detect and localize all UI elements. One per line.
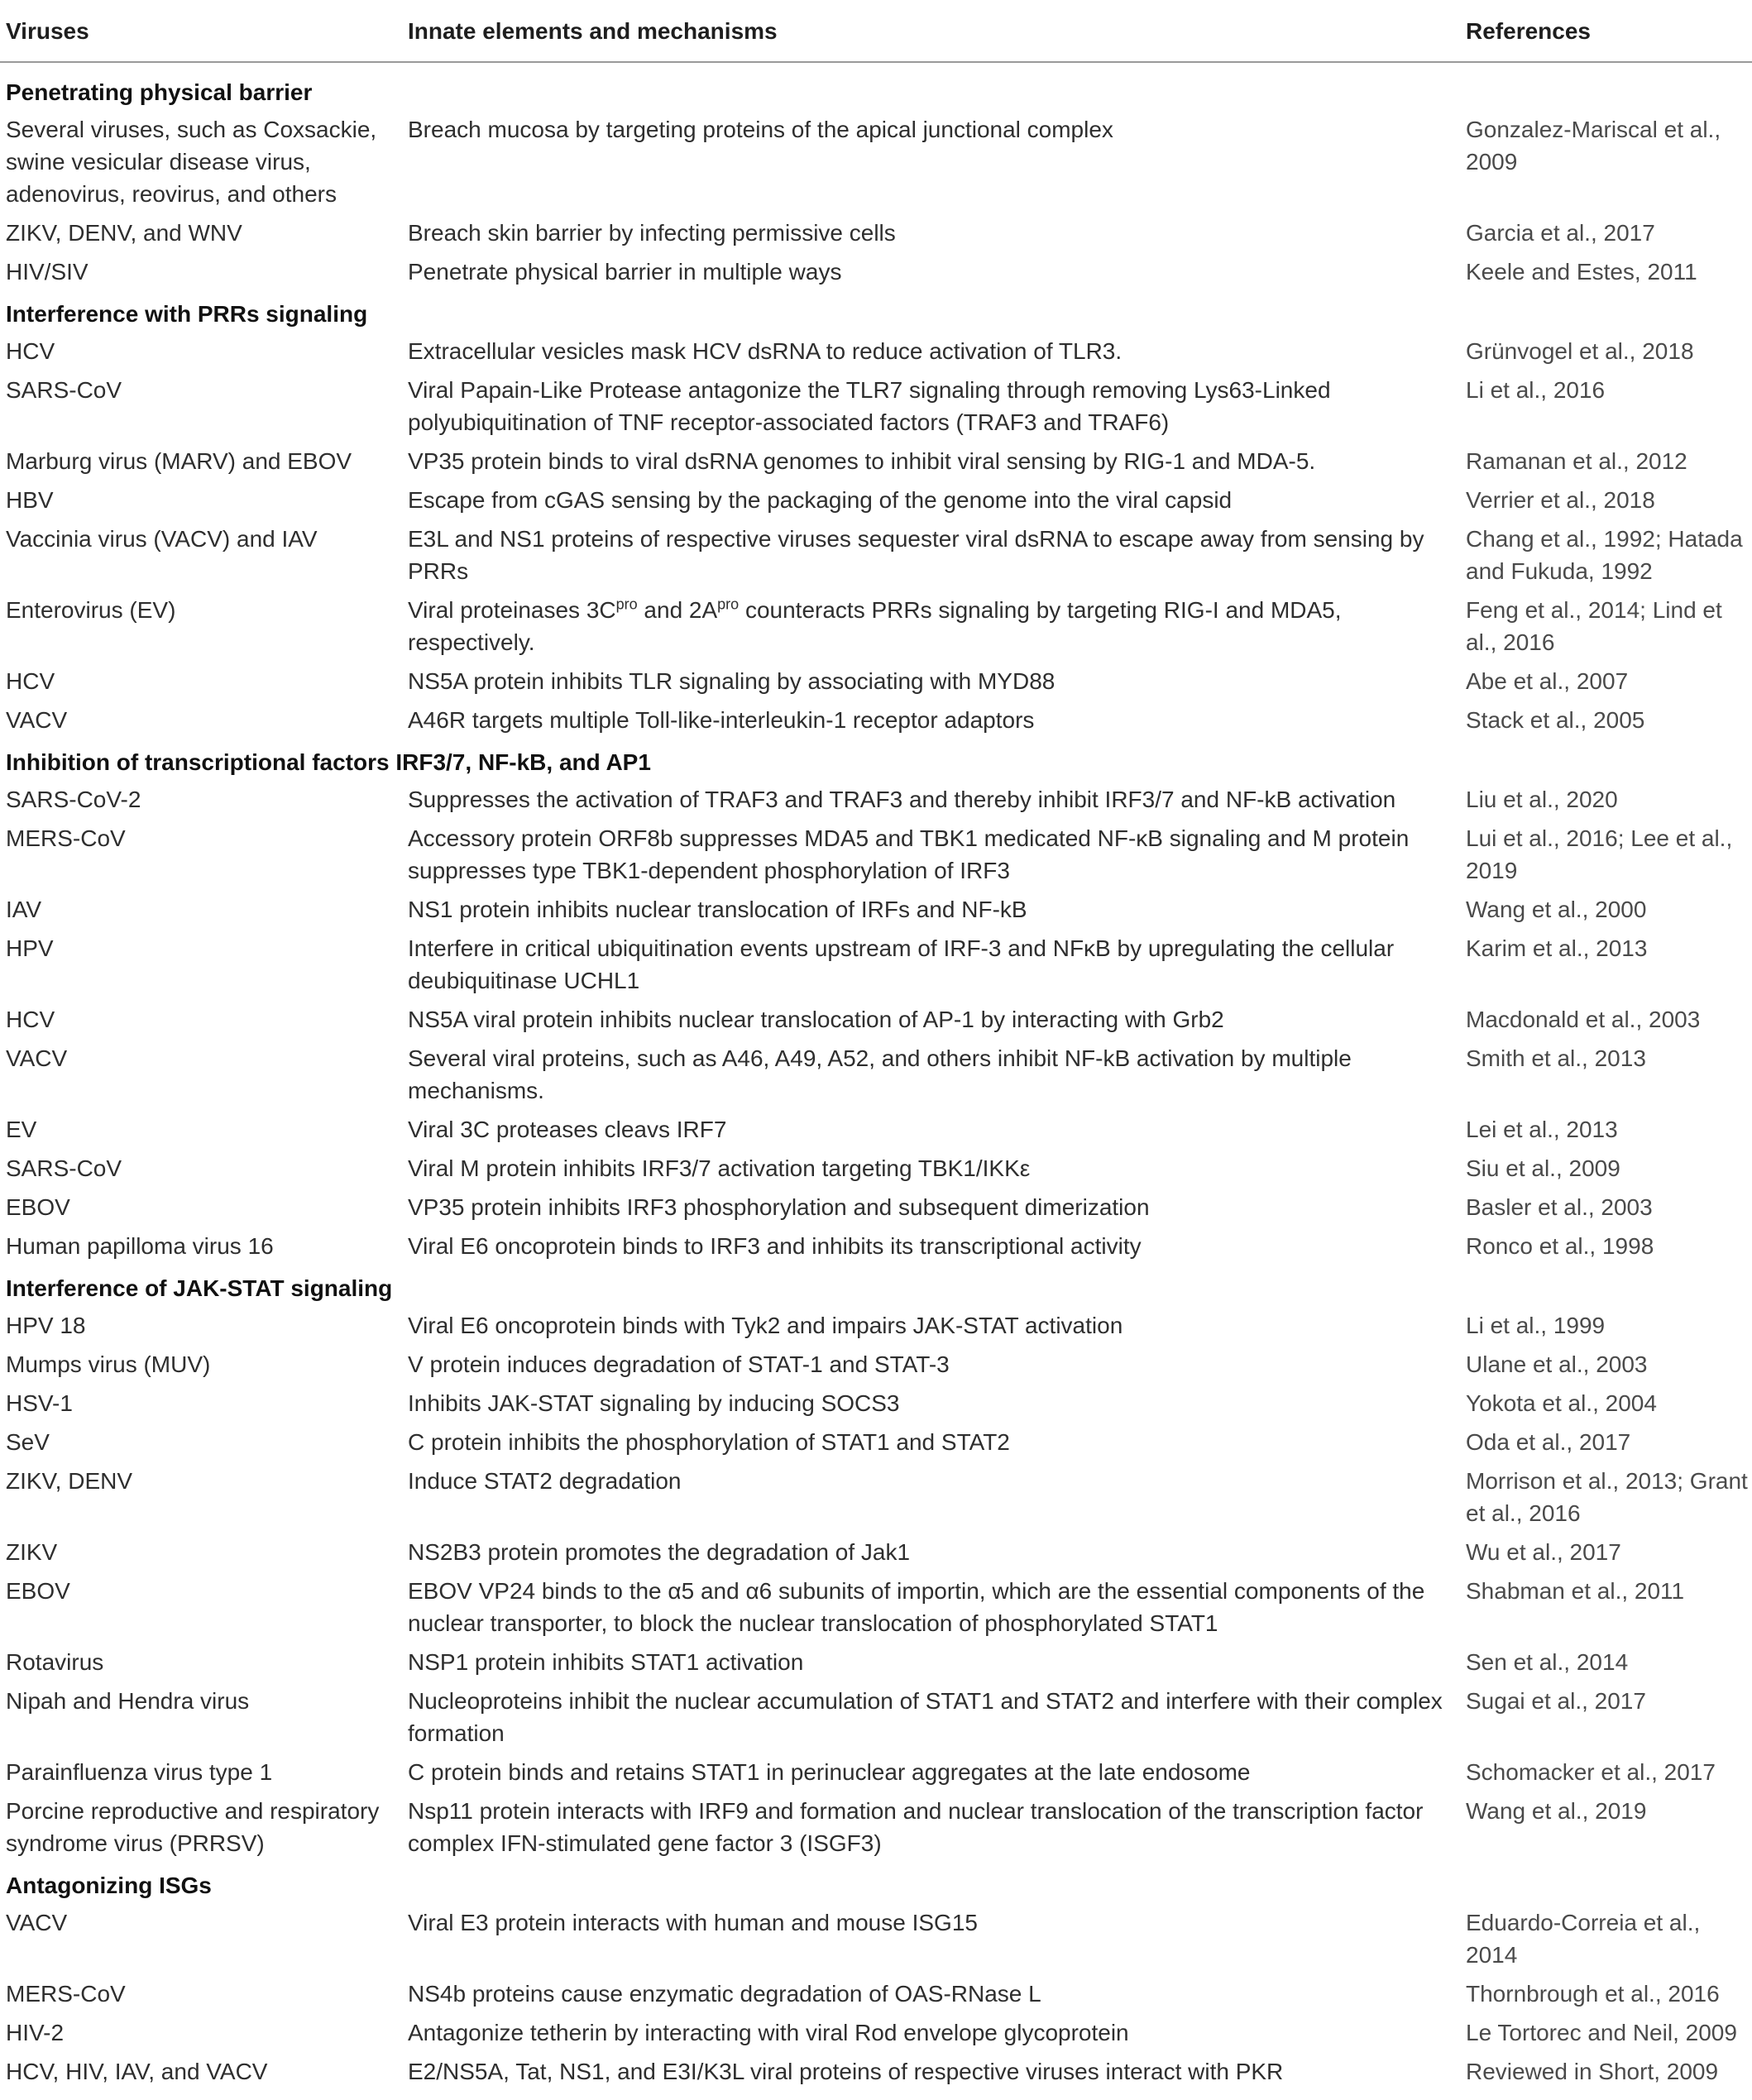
table-row <box>0 332 1752 371</box>
mechanism-cell: Viral E6 oncoprotein binds with Tyk2 and impairs JAK-STAT activation <box>408 1313 1123 1338</box>
mechanism-cell: A46R targets multiple Toll-like-interleukin-1 receptor adaptors <box>408 707 1035 733</box>
virus-cell: EBOV <box>6 1194 70 1220</box>
mechanism-cell: Inhibits JAK-STAT signaling by inducing SOCS3 <box>408 1390 900 1416</box>
virus-cell: HIV/SIV <box>6 259 89 285</box>
table-row <box>0 662 1752 701</box>
reference-cell: Wang et al., 2019 <box>1466 1798 1647 1824</box>
reference-cell: Smith et al., 2013 <box>1466 1045 1646 1071</box>
table-row <box>0 1423 1752 1461</box>
virus-cell: VACV <box>6 1045 68 1071</box>
mechanism-cell: C protein inhibits the phosphorylation of STAT1 and STAT2 <box>408 1429 1010 1455</box>
mechanism-text: counteracts PRRs signaling by targeting RIG-I and MDA5, respectively. <box>408 597 1342 655</box>
table-row <box>0 519 1752 591</box>
virus-cell: IAV <box>6 897 42 922</box>
mechanism-cell: NS5A protein inhibits TLR signaling by associating with MYD88 <box>408 668 1056 694</box>
table-row <box>0 1306 1752 1345</box>
mechanism-cell: Breach mucosa by targeting proteins of the apical junctional complex <box>408 117 1113 142</box>
table-row <box>0 1753 1752 1791</box>
superscript-text: pro <box>615 596 638 613</box>
reference-cell: Wang et al., 2000 <box>1466 897 1647 922</box>
table-row <box>0 1903 1752 1974</box>
mechanism-cell: E3L and NS1 proteins of respective viruses sequester viral dsRNA to escape away from sensing by PRRs <box>408 526 1424 584</box>
virus-cell: HPV <box>6 935 54 961</box>
reference-cell: Wu et al., 2017 <box>1466 1539 1621 1565</box>
table-row <box>0 1643 1752 1681</box>
reference-cell: Siu et al., 2009 <box>1466 1155 1620 1181</box>
section-row <box>0 1265 1752 1306</box>
virus-cell: Nipah and Hendra virus <box>6 1688 250 1714</box>
table-row <box>0 701 1752 739</box>
header-mechanisms: Innate elements and mechanisms <box>402 0 1460 62</box>
table-row <box>0 1149 1752 1188</box>
virus-cell: Parainfluenza virus type 1 <box>6 1759 273 1785</box>
reference-cell: Ulane et al., 2003 <box>1466 1351 1648 1377</box>
reference-cell: Stack et al., 2005 <box>1466 707 1645 733</box>
reference-cell: Abe et al., 2007 <box>1466 668 1629 694</box>
virus-cell: EBOV <box>6 1578 70 1604</box>
section-row <box>0 1863 1752 1903</box>
virus-cell: Enterovirus (EV) <box>6 597 176 623</box>
virus-cell: ZIKV <box>6 1539 58 1565</box>
reference-cell: Grünvogel et al., 2018 <box>1466 338 1694 364</box>
mechanism-cell: Interfere in critical ubiquitination events upstream of IRF-3 and NFκB by upregulating the cellular deubiquitinase UCHL1 <box>408 935 1395 993</box>
table-row <box>0 252 1752 291</box>
reference-cell: Keele and Estes, 2011 <box>1466 259 1697 285</box>
mechanism-cell: NS5A viral protein inhibits nuclear translocation of AP-1 by interacting with Grb2 <box>408 1007 1224 1032</box>
table-row <box>0 929 1752 1000</box>
mechanism-cell: NS4b proteins cause enzymatic degradation of OAS-RNase L <box>408 1981 1041 2007</box>
table-row <box>0 1384 1752 1423</box>
table-row <box>0 1681 1752 1753</box>
section-title: Antagonizing ISGs <box>6 1873 212 1898</box>
section-title: Interference of JAK-STAT signaling <box>6 1275 393 1301</box>
mechanism-cell: Extracellular vesicles mask HCV dsRNA to reduce activation of TLR3. <box>408 338 1123 364</box>
reference-cell: Yokota et al., 2004 <box>1466 1390 1657 1416</box>
table-row <box>0 1461 1752 1533</box>
reference-cell: Oda et al., 2017 <box>1466 1429 1631 1455</box>
reference-cell: Thornbrough et al., 2016 <box>1466 1981 1720 2007</box>
reference-cell: Ramanan et al., 2012 <box>1466 448 1687 474</box>
table-row <box>0 110 1752 213</box>
mechanism-cell: Induce STAT2 degradation <box>408 1468 682 1494</box>
reference-cell: Gonzalez-Mariscal et al., 2009 <box>1466 117 1721 175</box>
mechanism-cell: VP35 protein binds to viral dsRNA genomes to inhibit viral sensing by RIG-1 and MDA-5. <box>408 448 1316 474</box>
mechanism-cell <box>402 591 1460 662</box>
virus-cell: HCV, HIV, IAV, and VACV <box>6 2059 268 2084</box>
virus-cell: VACV <box>6 1910 68 1935</box>
mechanism-text: Viral proteinases 3C <box>408 597 616 623</box>
table-row <box>0 2013 1752 2052</box>
virus-cell: EV <box>6 1117 37 1142</box>
virus-cell: Vaccinia virus (VACV) and IAV <box>6 526 318 552</box>
virus-cell: ZIKV, DENV, and WNV <box>6 220 242 246</box>
mechanism-cell: NSP1 protein inhibits STAT1 activation <box>408 1649 804 1675</box>
mechanism-cell: VP35 protein inhibits IRF3 phosphorylation and subsequent dimerization <box>408 1194 1150 1220</box>
reference-cell: Ronco et al., 1998 <box>1466 1233 1654 1259</box>
reference-cell: Morrison et al., 2013; Grant et al., 2016 <box>1466 1468 1748 1526</box>
reference-cell: Reviewed in Short, 2009 <box>1466 2059 1719 2084</box>
mechanism-text: and 2A <box>637 597 718 623</box>
reference-cell: Lui et al., 2016; Lee et al., 2019 <box>1466 825 1733 883</box>
mechanism-cell: Nucleoproteins inhibit the nuclear accumulation of STAT1 and STAT2 and interfere with their complex formation <box>408 1688 1443 1746</box>
mechanism-cell: Viral E3 protein interacts with human and mouse ISG15 <box>408 1910 978 1935</box>
header-row <box>0 0 1752 62</box>
reference-cell: Feng et al., 2014; Lind et al., 2016 <box>1466 597 1722 655</box>
section-row <box>0 62 1752 110</box>
virus-cell: ZIKV, DENV <box>6 1468 133 1494</box>
virus-cell: Human papilloma virus 16 <box>6 1233 274 1259</box>
virus-cell: HCV <box>6 1007 55 1032</box>
virus-cell: HBV <box>6 487 54 513</box>
virus-cell: Porcine reproductive and respiratory syndrome virus (PRRSV) <box>6 1798 380 1856</box>
table-row <box>0 819 1752 890</box>
reference-cell: Sugai et al., 2017 <box>1466 1688 1646 1714</box>
reference-cell: Li et al., 1999 <box>1466 1313 1606 1338</box>
table-row <box>0 1039 1752 1110</box>
virus-cell: HCV <box>6 668 55 694</box>
reference-cell: Eduardo-Correia et al., 2014 <box>1466 1910 1701 1968</box>
virus-cell: VACV <box>6 707 68 733</box>
mechanism-cell: Suppresses the activation of TRAF3 and TRAF3 and thereby inhibit IRF3/7 and NF-kB activation <box>408 787 1396 812</box>
virus-cell: MERS-CoV <box>6 825 126 851</box>
table-row <box>0 1227 1752 1265</box>
header-references: References <box>1460 0 1752 62</box>
mechanism-cell: V protein induces degradation of STAT-1 and STAT-3 <box>408 1351 950 1377</box>
table-body <box>0 62 1752 2091</box>
table-row <box>0 890 1752 929</box>
table-row <box>0 481 1752 519</box>
header-viruses: Viruses <box>0 0 402 62</box>
mechanism-cell: Several viral proteins, such as A46, A49, A52, and others inhibit NF-kB activation by multiple mechanisms. <box>408 1045 1352 1103</box>
table-row <box>0 1791 1752 1863</box>
table-row <box>0 591 1752 662</box>
table-row <box>0 1345 1752 1384</box>
mechanism-cell: Nsp11 protein interacts with IRF9 and formation and nuclear translocation of the transcription factor complex IFN-stimulated gene factor 3 (ISGF3) <box>408 1798 1424 1856</box>
reference-cell: Shabman et al., 2011 <box>1466 1578 1685 1604</box>
virus-cell: Rotavirus <box>6 1649 104 1675</box>
virus-cell: HPV 18 <box>6 1313 86 1338</box>
mechanism-cell: NS1 protein inhibits nuclear translocation of IRFs and NF-kB <box>408 897 1027 922</box>
reference-cell: Karim et al., 2013 <box>1466 935 1648 961</box>
mechanism-cell: Accessory protein ORF8b suppresses MDA5 and TBK1 medicated NF-κB signaling and M protein suppresses type TBK1-dependent phosphorylation of IRF3 <box>408 825 1410 883</box>
table-row <box>0 780 1752 819</box>
superscript-text: pro <box>717 596 740 613</box>
mechanism-cell: Breach skin barrier by infecting permissive cells <box>408 220 896 246</box>
mechanism-cell: Escape from cGAS sensing by the packaging of the genome into the viral capsid <box>408 487 1233 513</box>
mechanism-cell: NS2B3 protein promotes the degradation of Jak1 <box>408 1539 911 1565</box>
virus-cell: HSV-1 <box>6 1390 73 1416</box>
section-title: Penetrating physical barrier <box>6 79 313 105</box>
mechanism-cell: Viral E6 oncoprotein binds to IRF3 and inhibits its transcriptional activity <box>408 1233 1142 1259</box>
mechanism-cell: EBOV VP24 binds to the α5 and α6 subunits of importin, which are the essential components of the nuclear transporter, to block the nuclear translocation of phosphorylated STAT1 <box>408 1578 1425 1636</box>
table-row <box>0 1533 1752 1571</box>
table-row <box>0 1188 1752 1227</box>
virus-cell: Marburg virus (MARV) and EBOV <box>6 448 352 474</box>
virus-cell: SeV <box>6 1429 50 1455</box>
reference-cell: Li et al., 2016 <box>1466 377 1606 403</box>
mechanism-cell: Viral 3C proteases cleavs IRF7 <box>408 1117 727 1142</box>
reference-cell: Verrier et al., 2018 <box>1466 487 1655 513</box>
virus-cell: SARS-CoV-2 <box>6 787 141 812</box>
table-row <box>0 1571 1752 1643</box>
virus-cell: HIV-2 <box>6 2020 65 2045</box>
table-row <box>0 371 1752 442</box>
table-row <box>0 1974 1752 2013</box>
reference-cell: Schomacker et al., 2017 <box>1466 1759 1716 1785</box>
table-row <box>0 213 1752 252</box>
virus-cell: SARS-CoV <box>6 377 122 403</box>
section-title: Inhibition of transcriptional factors IRF3/7, NF-kB, and AP1 <box>6 749 651 775</box>
mechanism-cell: C protein binds and retains STAT1 in perinuclear aggregates at the late endosome <box>408 1759 1251 1785</box>
virus-cell: MERS-CoV <box>6 1981 126 2007</box>
reference-cell: Le Tortorec and Neil, 2009 <box>1466 2020 1737 2045</box>
mechanism-cell: Penetrate physical barrier in multiple ways <box>408 259 842 285</box>
reference-cell: Macdonald et al., 2003 <box>1466 1007 1701 1032</box>
reference-cell: Garcia et al., 2017 <box>1466 220 1655 246</box>
mechanism-cell: Viral M protein inhibits IRF3/7 activation targeting TBK1/IKKε <box>408 1155 1031 1181</box>
table-row <box>0 1110 1752 1149</box>
virus-cell: SARS-CoV <box>6 1155 122 1181</box>
section-title: Interference with PRRs signaling <box>6 301 368 327</box>
table-row <box>0 442 1752 481</box>
table-row <box>0 1000 1752 1039</box>
mechanism-cell: Viral Papain-Like Protease antagonize the TLR7 signaling through removing Lys63-Linked polyubiquitination of TNF receptor-associated factors (TRAF3 and TRAF6) <box>408 377 1331 435</box>
table-row <box>0 2052 1752 2091</box>
reference-cell: Lei et al., 2013 <box>1466 1117 1618 1142</box>
reference-cell: Liu et al., 2020 <box>1466 787 1618 812</box>
virus-cell: Mumps virus (MUV) <box>6 1351 211 1377</box>
table-header <box>0 0 1752 62</box>
mechanism-cell: E2/NS5A, Tat, NS1, and E3I/K3L viral proteins of respective viruses interact with PKR <box>408 2059 1284 2084</box>
mechanism-cell: Antagonize tetherin by interacting with viral Rod envelope glycoprotein <box>408 2020 1129 2045</box>
reference-cell: Sen et al., 2014 <box>1466 1649 1629 1675</box>
virus-cell: HCV <box>6 338 55 364</box>
reference-cell: Chang et al., 1992; Hatada and Fukuda, 1992 <box>1466 526 1743 584</box>
virus-cell: Several viruses, such as Coxsackie, swine vesicular disease virus, adenovirus, reovirus, and others <box>6 117 377 207</box>
reference-cell: Basler et al., 2003 <box>1466 1194 1653 1220</box>
section-row <box>0 291 1752 332</box>
section-row <box>0 739 1752 780</box>
